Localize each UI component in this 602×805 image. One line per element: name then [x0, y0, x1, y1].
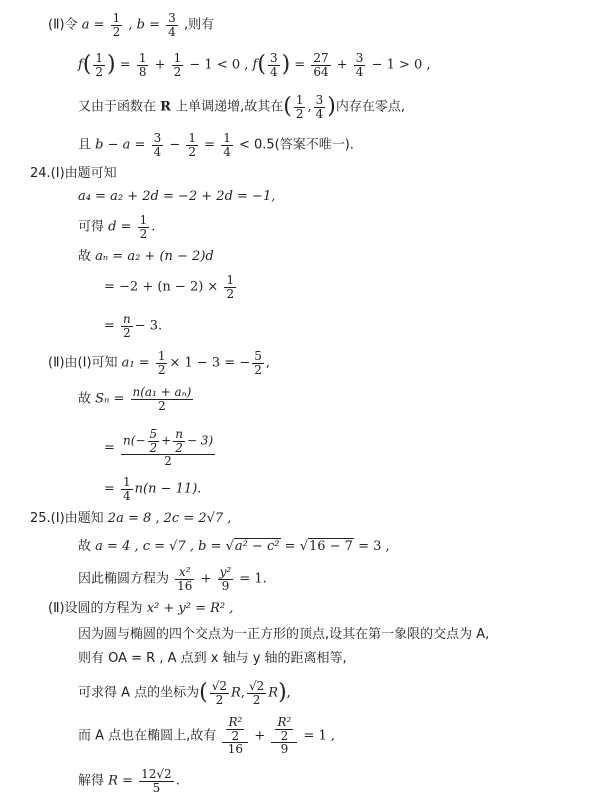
- text: a = 4 , c = √7 , b =: [95, 539, 222, 554]
- q25-part2-line1: [48, 602, 233, 615]
- num: √2: [211, 679, 228, 693]
- text: = 3 ,: [358, 539, 390, 554]
- fraction: [121, 476, 133, 502]
- text: =: [284, 539, 296, 554]
- text: ,: [265, 355, 271, 371]
- den: 2: [164, 454, 172, 469]
- den: 4: [315, 106, 324, 121]
- text: (Ⅱ)由(Ⅰ)可知: [48, 355, 118, 371]
- den: 9: [280, 742, 289, 757]
- text: Sₙ =: [95, 391, 125, 407]
- num: 1: [95, 51, 104, 65]
- text: 25.(Ⅰ)由题知: [30, 511, 104, 526]
- text: +: [161, 433, 172, 448]
- num: [222, 716, 248, 743]
- text: 故: [78, 539, 92, 554]
- q23-part2-line3: 又由于函数在 R 上单调递增,故其在( $\frac{1}{2}$ , $\frac{3}{4}$ )内存在零点,: [78, 93, 405, 121]
- den: 8: [138, 64, 147, 79]
- q25-part2-line4: 可求得 A 点的坐标为( $\frac{√2}{2}$ R, $\frac{√2}{2}$ R),: [78, 679, 291, 707]
- den: 4: [153, 144, 162, 159]
- fraction: [222, 716, 248, 756]
- q24-sn-line2: = n(− $\frac{5}{2}$ + $\frac{n}{2}$ − 3) 2: [104, 427, 214, 469]
- q24-part2-line1: [48, 350, 270, 376]
- text: < 0.5(答案不唯一).: [238, 137, 354, 153]
- q25-line2: 因此椭圆方程为 $\frac{\text{x²}}{16}$ + $\frac{\text{y²}}{9}$ = 1.: [78, 565, 267, 593]
- fraction: [152, 132, 164, 158]
- den: 2: [139, 226, 148, 241]
- fraction: [138, 214, 150, 240]
- fraction: [218, 566, 234, 592]
- den: 4: [355, 64, 364, 79]
- num: 1: [226, 273, 235, 287]
- q25-part2-line5: 而 A 点也在椭圆上,故有 $\frac{\frac{\text{R²}}{2}}{16}$ + $\frac{\frac{\text{R²}}{2}}{9}$ = 1 ,: [78, 715, 336, 757]
- q24-heading: 24.(Ⅰ)由题可知: [30, 166, 117, 181]
- fraction: [156, 350, 168, 376]
- den: 2: [149, 440, 158, 455]
- q25-part2-line3: 则有 OA = R , A 点到 x 轴与 y 轴的距离相等,: [78, 651, 347, 666]
- den: 2: [188, 144, 197, 159]
- text: n(−: [123, 433, 146, 448]
- q24-line5: = $\frac{n}{2}$ − 3.: [104, 312, 163, 340]
- q25-line1: 故 a = 4 , c = √7 , b = √a² − c² = √16 − 7 = 3 ,: [78, 539, 390, 554]
- den: 2: [280, 728, 289, 743]
- fraction: [271, 716, 297, 756]
- den: 2: [123, 325, 131, 340]
- q25-heading: [30, 512, 231, 525]
- den: 2: [95, 64, 104, 79]
- num: 1: [138, 51, 147, 65]
- fraction: [139, 768, 174, 794]
- fraction: [224, 274, 236, 300]
- num: n: [175, 427, 183, 441]
- text: aₙ = a₂ + (n − 2)d: [95, 249, 214, 264]
- text: 且: [78, 137, 92, 153]
- text: < 0 ,: [216, 57, 249, 73]
- fraction: [275, 716, 293, 742]
- text: (Ⅱ)设圆的方程为: [48, 601, 143, 616]
- num: 12√2: [141, 767, 172, 781]
- fraction: [221, 132, 233, 158]
- fraction: [172, 52, 184, 78]
- paren: (: [199, 680, 208, 706]
- text: 可得: [78, 219, 105, 235]
- text: 故: [78, 249, 92, 264]
- text: a =: [81, 17, 105, 33]
- den: 2: [254, 362, 262, 377]
- num: 1: [123, 475, 131, 489]
- paren: ): [327, 94, 336, 120]
- num: 3: [269, 51, 278, 65]
- num: 1: [139, 213, 148, 227]
- den: 4: [223, 144, 231, 159]
- num: 3: [168, 11, 176, 25]
- num: x²: [175, 566, 194, 580]
- den: 2: [173, 64, 182, 79]
- num: 27: [313, 51, 329, 65]
- den: 2: [215, 692, 224, 707]
- text: f: [252, 57, 258, 73]
- paren: ): [281, 52, 291, 78]
- text: 因此椭圆方程为: [78, 571, 170, 587]
- num: [271, 716, 297, 743]
- num: 1: [112, 11, 121, 25]
- q23-part2-line4: 且 b − a = $\frac{3}{4}$ − $\frac{1}{2}$ = $\frac{1}{4}$ < 0.5(答案不唯一).: [78, 131, 354, 159]
- fraction: [252, 350, 264, 376]
- den: 4: [269, 64, 278, 79]
- num: n: [123, 312, 131, 326]
- text: 又由于函数在: [78, 99, 157, 115]
- fraction: [311, 52, 330, 78]
- text: b − a =: [95, 137, 146, 153]
- text: − 3.: [134, 318, 163, 334]
- den: 5: [152, 780, 161, 795]
- paren: (: [257, 52, 266, 78]
- q24-sn-line1: [78, 386, 195, 412]
- fraction: [131, 386, 194, 412]
- text: R: [231, 685, 241, 701]
- fraction: [166, 12, 178, 38]
- num: R²: [228, 715, 243, 729]
- text: ,则有: [183, 17, 215, 33]
- num: y²: [219, 565, 232, 579]
- num: √2: [248, 679, 265, 693]
- text: 16 − 7: [308, 539, 353, 554]
- den: 4: [123, 488, 131, 503]
- den: 9: [221, 578, 230, 593]
- fraction: [173, 428, 185, 454]
- fraction: [93, 52, 105, 78]
- den: 2: [231, 728, 240, 743]
- text: > 0 ,: [399, 57, 431, 73]
- num: 5: [254, 349, 262, 363]
- text: 可求得 A 点的坐标为: [78, 685, 200, 701]
- text: × 1 − 3 = −: [169, 355, 251, 371]
- den: 2: [252, 692, 261, 707]
- num: 1: [173, 51, 182, 65]
- fraction: [226, 716, 244, 742]
- text: 2a = 8 , 2c = 2√7 ,: [107, 511, 232, 526]
- num: 1: [295, 93, 304, 107]
- den: 2: [175, 440, 183, 455]
- text: 而 A 点也在椭圆上,故有: [78, 728, 217, 744]
- fraction: [210, 680, 229, 706]
- num: R²: [277, 715, 292, 729]
- text: a₁ =: [121, 355, 150, 371]
- text: R: [268, 685, 279, 701]
- fraction: [148, 428, 160, 454]
- den: 16: [227, 742, 243, 757]
- text: R =: [108, 773, 133, 789]
- text: = −2 + (n − 2) ×: [104, 279, 219, 295]
- text: = 1.: [239, 571, 267, 587]
- q25-part2-line2: 因为圆与椭圆的四个交点为一正方形的顶点,设其在第一象限的交点为 A,: [78, 627, 490, 642]
- q23-part2-line1: [48, 12, 214, 38]
- text: 上单调递增,故其在: [175, 99, 284, 115]
- text: f: [78, 57, 83, 73]
- num: 1: [223, 131, 231, 145]
- den: 2: [226, 286, 235, 301]
- text: x² + y² = R² ,: [146, 601, 234, 616]
- q24-line2: 可得 d = $\frac{1}{2}$ .: [78, 213, 156, 241]
- fraction: [354, 52, 366, 78]
- den: 64: [313, 64, 329, 79]
- fraction: [186, 132, 198, 158]
- fraction: [121, 428, 215, 468]
- text: 解得: [78, 773, 105, 789]
- text: 内存在零点,: [335, 99, 405, 115]
- q25-part2-line6: 解得 R = $\frac{12√2}{5}$ .: [78, 767, 180, 795]
- num: 3: [355, 51, 364, 65]
- num: 3: [315, 93, 324, 107]
- num: 1: [188, 131, 197, 145]
- fraction: [268, 52, 280, 78]
- fraction: [137, 52, 149, 78]
- den: 2: [158, 398, 166, 413]
- text: n(n − 11).: [134, 481, 202, 497]
- text: , b =: [128, 17, 161, 33]
- paren: (: [283, 94, 292, 120]
- q24-line3: [78, 250, 214, 263]
- fraction: [111, 12, 123, 38]
- den: 2: [112, 24, 121, 39]
- q24-line4: [104, 274, 238, 300]
- den: 4: [168, 24, 176, 39]
- num: 5: [149, 427, 158, 441]
- num: 3: [153, 131, 162, 145]
- num: [121, 428, 215, 455]
- fraction: [121, 313, 133, 339]
- text: R: [160, 99, 171, 115]
- den: 16: [177, 578, 193, 593]
- text: d =: [108, 219, 132, 235]
- text: = 1 ,: [303, 728, 336, 744]
- fraction: [247, 680, 266, 706]
- text: − 3): [186, 433, 214, 448]
- num: n(a₁ + aₙ): [132, 385, 192, 399]
- q24-sn-line3: = $\frac{1}{4}$ n(n − 11).: [104, 475, 202, 503]
- paren: ): [107, 52, 116, 78]
- text: a² − c²: [234, 539, 280, 554]
- num: 1: [157, 349, 166, 363]
- fraction: [294, 94, 306, 120]
- den: 2: [295, 106, 304, 121]
- den: 2: [157, 362, 166, 377]
- text: (Ⅱ)令: [48, 17, 78, 33]
- paren: ): [278, 680, 287, 706]
- fraction: [314, 94, 326, 120]
- q23-part2-line2: f( $\frac{1}{2}$ ) = $\frac{1}{8}$ + $\frac{1}{2}$ − 1 < 0 , f( $\frac{3}{4}$ ) = $\frac{27}{64}$ + $\frac{3}{4}$ − 1 > 0 ,: [78, 51, 431, 79]
- fraction: [175, 566, 194, 592]
- text: 故: [78, 391, 92, 407]
- paren: (: [82, 52, 92, 78]
- q24-line1: a₄ = a₂ + 2d = −2 + 2d = −1,: [78, 189, 276, 204]
